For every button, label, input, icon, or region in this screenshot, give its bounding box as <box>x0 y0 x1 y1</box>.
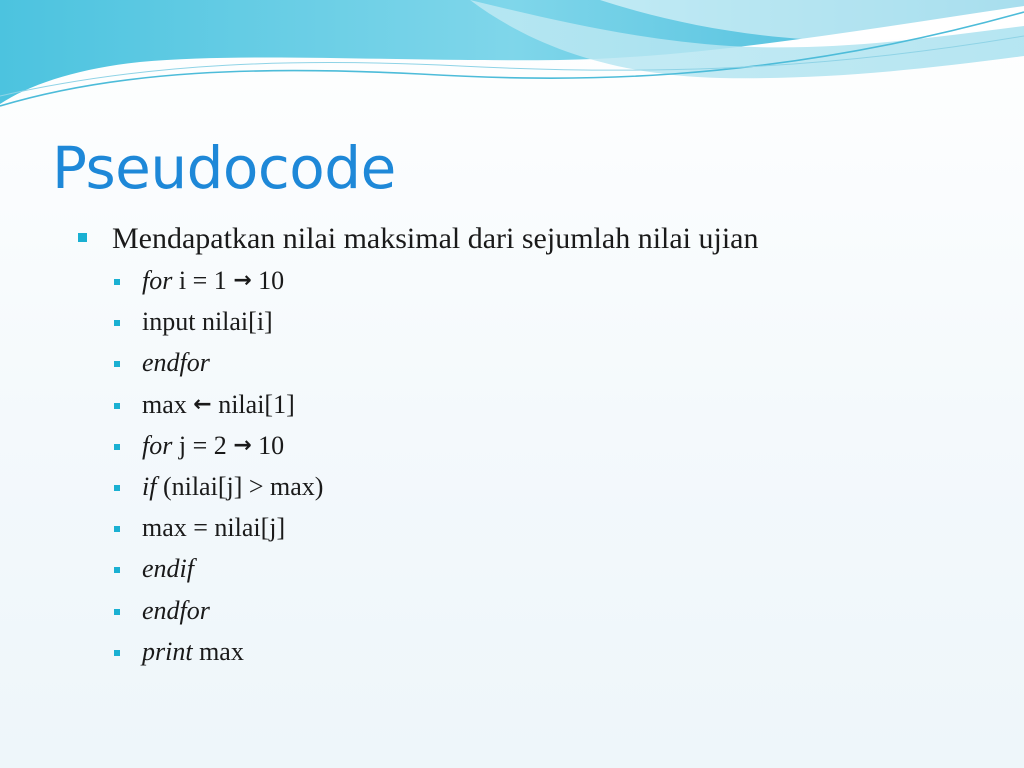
slide-content <box>78 218 978 674</box>
pseudocode-line <box>114 468 978 509</box>
line-code: 10 <box>251 266 285 295</box>
arrow-left-icon: ← <box>193 391 212 417</box>
pseudocode-line <box>114 303 978 344</box>
line-text <box>142 509 285 547</box>
line-code: i = 1 <box>172 266 234 295</box>
line-text <box>142 386 295 424</box>
pseudocode-line <box>114 386 978 427</box>
pseudocode-line <box>114 262 978 303</box>
keyword: endfor <box>142 348 210 378</box>
line-code: (nilai[j] > max) <box>156 471 324 501</box>
line-text <box>142 344 210 382</box>
line-code: j = 2 <box>172 430 234 460</box>
square-bullet-icon <box>114 361 120 367</box>
line-code: max <box>142 389 194 419</box>
slide-title: Pseudocode <box>52 134 396 202</box>
main-bullet-item <box>78 218 978 262</box>
square-bullet-icon <box>114 485 120 491</box>
keyword: endfor <box>142 595 210 625</box>
square-bullet-icon <box>114 609 120 615</box>
pseudocode-line <box>114 427 978 468</box>
square-bullet-icon <box>114 279 120 285</box>
line-code: max <box>192 636 244 666</box>
line-code: input nilai[i] <box>142 307 273 337</box>
pseudocode-line <box>114 344 978 385</box>
pseudocode-lines <box>78 262 978 674</box>
pseudocode-line <box>114 633 978 674</box>
pseudocode-line <box>114 550 978 591</box>
line-code: max = nilai[j] <box>142 513 286 543</box>
keyword: print <box>142 636 193 666</box>
pseudocode-line <box>114 592 978 633</box>
keyword: for <box>142 266 173 295</box>
square-bullet-icon <box>114 403 120 409</box>
line-text <box>142 633 244 671</box>
arrow-right-icon: → <box>233 268 252 293</box>
line-text <box>142 303 273 341</box>
square-bullet-icon <box>114 320 120 326</box>
square-bullet-icon <box>114 526 120 532</box>
line-text <box>142 427 284 465</box>
square-bullet-icon <box>78 233 87 242</box>
keyword: for <box>142 430 173 460</box>
header-wave-decoration <box>0 0 1024 130</box>
line-text <box>142 592 210 630</box>
keyword: if <box>142 471 157 501</box>
line-text <box>142 550 194 588</box>
line-text <box>142 468 323 506</box>
line-text <box>142 262 284 300</box>
square-bullet-icon <box>114 444 120 450</box>
line-code: 10 <box>251 430 285 460</box>
square-bullet-icon <box>114 567 120 573</box>
pseudocode-line <box>114 509 978 550</box>
main-bullet-text: Mendapatkan nilai maksimal dari sejumlah nilai ujian <box>112 222 759 255</box>
line-code: nilai[1] <box>211 389 295 419</box>
arrow-right-icon: → <box>233 432 252 458</box>
square-bullet-icon <box>114 650 120 656</box>
keyword: endif <box>142 554 194 584</box>
